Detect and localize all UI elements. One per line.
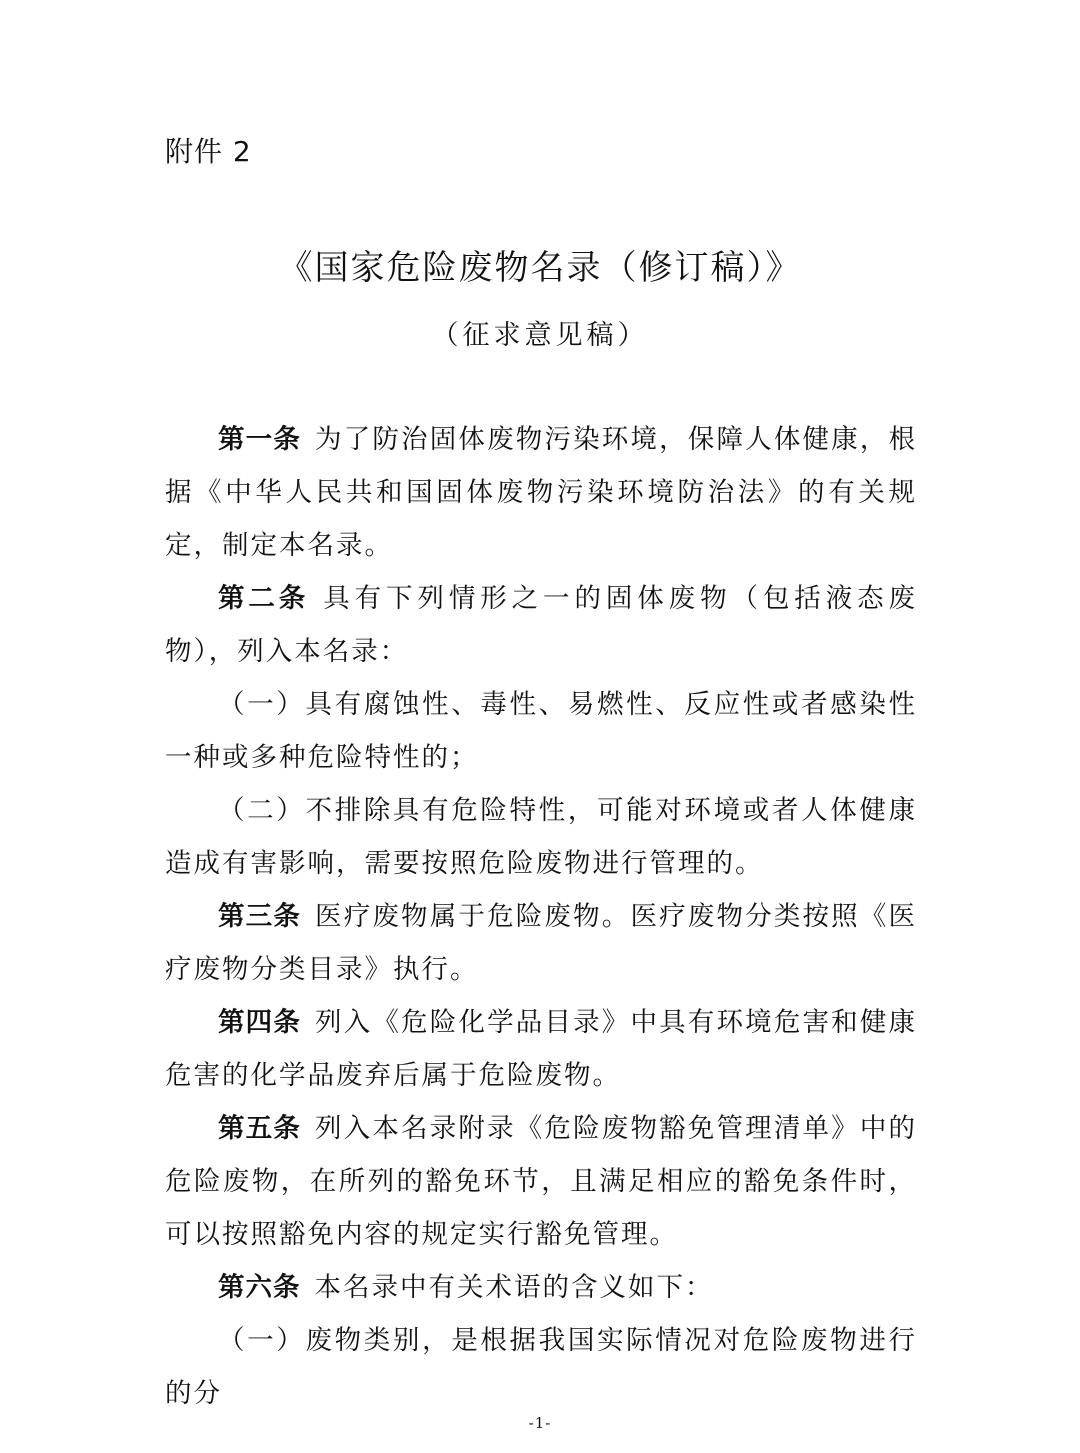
- article-number: 第一条: [218, 424, 302, 455]
- article-2-paragraph: [165, 572, 917, 678]
- page-number: -1-: [528, 1414, 552, 1432]
- article-1-paragraph: [165, 413, 917, 572]
- article-text: 医疗废物属于危险废物。医疗废物分类按照《医疗废物分类目录》执行。: [165, 901, 918, 985]
- article-text: 列入《危险化学品目录》中具有环境危害和健康危害的化学品废弃后属于危险废物。: [165, 1007, 918, 1091]
- article-4-paragraph: [165, 996, 917, 1102]
- article-number: 第六条: [218, 1272, 301, 1303]
- attachment-label: 附件 2: [165, 135, 252, 168]
- item-text: （二）不排除具有危险特性，可能对环境或者人体健康造成有害影响，需要按照危险废物进行管理的。: [165, 795, 917, 879]
- document-body: [165, 413, 917, 1420]
- article-text: 本名录中有关术语的含义如下：: [314, 1272, 714, 1303]
- article-5-paragraph: [165, 1102, 917, 1261]
- article-6-item-1: [165, 1314, 917, 1420]
- article-number: 第四条: [218, 1007, 302, 1038]
- document-title: 《国家危险废物名录（修订稿）》: [278, 248, 802, 288]
- article-number: 第三条: [218, 901, 302, 932]
- item-text: （一）废物类别，是根据我国实际情况对危险废物进行的分: [165, 1325, 917, 1409]
- article-text: 具有下列情形之一的固体废物（包括液态废物），列入本名录：: [165, 583, 918, 667]
- article-number: 第二条: [218, 583, 310, 614]
- document-subtitle: （征求意见稿）: [431, 320, 649, 351]
- article-3-paragraph: [165, 890, 917, 996]
- item-text: （一）具有腐蚀性、毒性、易燃性、反应性或者感染性一种或多种危险特性的；: [165, 689, 917, 773]
- article-2-item-1: [165, 678, 917, 784]
- article-text: 为了防治固体废物污染环境，保障人体健康，根据《中华人民共和国固体废物污染环境防治法》的有关规定，制定本名录。: [165, 424, 918, 561]
- article-text: 列入本名录附录《危险废物豁免管理清单》中的危险废物，在所列的豁免环节，且满足相应的豁免条件时，可以按照豁免内容的规定实行豁免管理。: [165, 1113, 918, 1250]
- article-6-paragraph: [165, 1261, 917, 1314]
- article-2-item-2: [165, 784, 917, 890]
- article-number: 第五条: [218, 1113, 302, 1144]
